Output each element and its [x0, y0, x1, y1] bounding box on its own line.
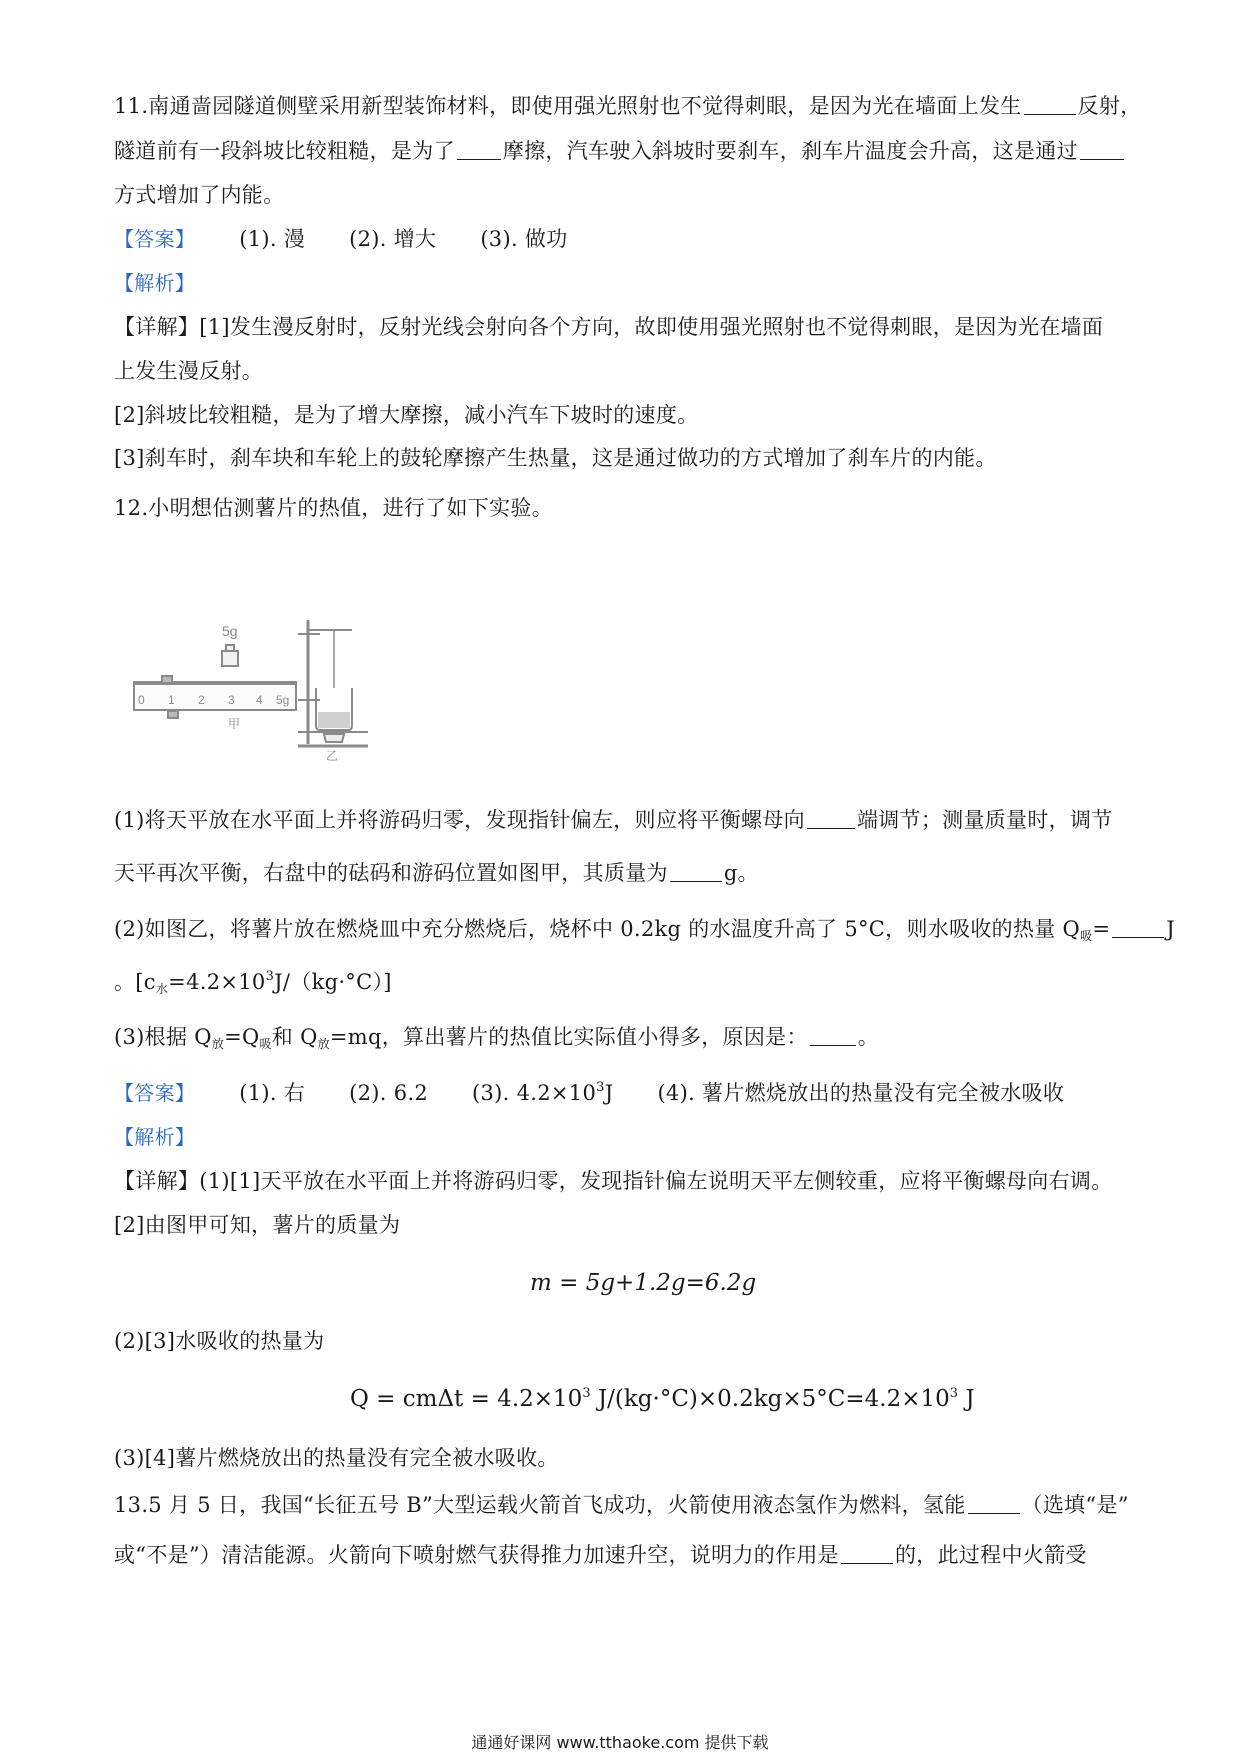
tick-label: 0 — [138, 693, 145, 707]
answer-item: (2). 6.2 — [349, 1081, 429, 1105]
q11-blank-2[interactable] — [457, 139, 501, 160]
answer-item: (3). 做功 — [480, 227, 568, 251]
q12-text: J/（kg·°C）] — [274, 970, 392, 994]
q12-text: 端调节；测量质量时，调节 — [856, 808, 1113, 832]
q13-blank-1[interactable] — [968, 1493, 1020, 1514]
answer-item: (1). 右 — [239, 1081, 306, 1105]
q13-line-1 — [114, 1490, 1134, 1520]
weight-knob — [226, 645, 234, 651]
q12-text: (2)如图乙，将薯片放在燃烧皿中充分燃烧后，烧杯中 0.2kg 的水温度升高了 5°C，则水吸收的热量 Q — [114, 917, 1081, 941]
answer-item — [472, 1078, 613, 1108]
tick-label: 4 — [256, 693, 263, 707]
q12-stem — [114, 493, 1134, 523]
detail-text: 【详解】(1)[1]天平放在水平面上并将游码归零，发现指针偏左说明天平左侧较重，应将平衡螺母向右调。 — [114, 1169, 1113, 1193]
superscript: 3 — [596, 1080, 605, 1095]
q11-stem-text: 隧道前有一段斜坡比较粗糙，是为了 — [114, 139, 455, 163]
formula-heat — [350, 1384, 975, 1414]
q12-blank-2[interactable] — [670, 861, 722, 882]
q12-blank-1[interactable] — [807, 808, 855, 829]
answer-tag: 【答案】 — [114, 227, 196, 251]
superscript: 3 — [265, 969, 275, 984]
formula-text: m = 5g+1.2g=6.2g — [530, 1270, 757, 1296]
superscript: 3 — [582, 1386, 591, 1401]
answer-tag: 【答案】 — [114, 1081, 196, 1105]
tick-label: 2 — [198, 693, 205, 707]
q12-text: (3)根据 Q — [114, 1025, 212, 1049]
rider-bottom — [168, 711, 178, 718]
subscript: 放 — [211, 1037, 225, 1051]
balance-scale — [134, 682, 296, 710]
q12-p2-line-1 — [114, 914, 1175, 944]
q11-detail-2 — [114, 400, 1134, 430]
tick-label: 1 — [168, 693, 175, 707]
q11-line-1 — [114, 91, 1142, 121]
answer-item: (2). 增大 — [349, 227, 437, 251]
q12-figure — [130, 612, 410, 762]
q13-blank-2[interactable] — [841, 1543, 893, 1564]
q11-blank-3[interactable] — [1080, 139, 1124, 160]
q12-text: J — [1166, 917, 1175, 941]
q12-blank-3[interactable] — [1112, 917, 1164, 938]
q12-p1-line-1 — [114, 805, 1134, 835]
q11-blank-1[interactable] — [1024, 94, 1076, 115]
q12-text: 和 Q — [271, 1025, 318, 1049]
detail-text: (3)[4]薯片燃烧放出的热量没有完全被水吸收。 — [114, 1446, 559, 1470]
label-yi: 乙 — [326, 749, 339, 762]
q13-text: 或“不是”）清洁能源。火箭向下喷射燃气获得推力加速升空，说明力的作用是 — [114, 1543, 839, 1567]
analysis-tag: 【解析】 — [114, 1125, 196, 1149]
q11-stem-text: 摩擦，汽车驶入斜坡时要刹车，刹车片温度会升高，这是通过 — [502, 139, 1078, 163]
q12-detail-2 — [114, 1210, 1134, 1240]
q12-text: =4.2×10 — [168, 970, 266, 994]
q11-stem-text: 方式增加了内能。 — [114, 183, 285, 207]
q12-p2-line-2 — [114, 967, 1134, 997]
q11-answer-line — [114, 224, 1134, 254]
formula-mass — [530, 1268, 756, 1298]
q11-analysis-tag-line — [114, 268, 1134, 298]
answer-text: (3). 4.2×10 — [472, 1081, 597, 1105]
q12-text: =mq，算出薯片的热值比实际值小得多，原因是： — [329, 1025, 808, 1049]
answer-item: (1). 漫 — [239, 227, 306, 251]
detail-text: (2)[3]水吸收的热量为 — [114, 1329, 325, 1353]
q12-text: 。[c — [114, 970, 156, 994]
answer-unit: J — [604, 1081, 614, 1105]
q13-text: 的，此过程中火箭受 — [894, 1543, 1087, 1567]
q13-line-2 — [114, 1540, 1134, 1570]
detail-text: [2]斜坡比较粗糙，是为了增大摩擦，减小汽车下坡时的速度。 — [114, 403, 699, 427]
formula-text: J/(kg·°C)×0.2kg×5°C=4.2×10 — [590, 1386, 950, 1412]
detail-text: [3]刹车时，刹车块和车轮上的鼓轮摩擦产生热量，这是通过做功的方式增加了刹车片的内能。 — [114, 446, 997, 470]
q12-text: = — [1092, 917, 1111, 941]
answer-item: (4). 薯片燃烧放出的热量没有完全被水吸收 — [657, 1081, 1065, 1105]
label-jia: 甲 — [228, 717, 241, 731]
q11-detail-3 — [114, 443, 1134, 473]
weight-block — [222, 651, 238, 666]
q11-line-3 — [114, 180, 1134, 210]
q11-detail-1 — [114, 312, 1134, 342]
detail-text: 上发生漫反射。 — [114, 359, 264, 383]
superscript: 3 — [949, 1386, 959, 1401]
q13-text: （选填“是” — [1021, 1493, 1129, 1517]
weight-label: 5g — [222, 623, 238, 639]
subscript: 吸 — [1080, 929, 1093, 943]
q12-blank-4[interactable] — [810, 1025, 856, 1046]
subscript: 吸 — [259, 1037, 272, 1051]
q12-text: (1)将天平放在水平面上并将游码归零，发现指针偏左，则应将平衡螺母向 — [114, 808, 805, 832]
tick-label: 5g — [276, 693, 290, 707]
q12-answer-line — [114, 1078, 1134, 1108]
q12-text: 天平再次平衡，右盘中的砝码和游码位置如图甲，其质量为 — [114, 861, 668, 885]
rider — [162, 676, 172, 683]
page-footer: 通通好课网 www.tthaoke.com 提供下载 — [471, 1733, 769, 1752]
q12-analysis-tag-line — [114, 1122, 1134, 1152]
subscript: 放 — [317, 1037, 330, 1051]
q12-text: =Q — [224, 1025, 260, 1049]
detail-text: 【详解】[1]发生漫反射时，反射光线会射向各个方向，故即使用强光照射也不觉得刺眼，是因为光在墙面 — [114, 315, 1104, 339]
q12-detail-3 — [114, 1326, 1134, 1356]
analysis-tag: 【解析】 — [114, 271, 196, 295]
q12-stem-text: 12.小明想估测薯片的热值，进行了如下实验。 — [114, 496, 553, 520]
q12-text: 。 — [857, 1025, 880, 1049]
q11-line-2 — [114, 136, 1134, 166]
q12-detail-1 — [114, 1166, 1134, 1196]
subscript: 水 — [155, 982, 169, 996]
detail-text: [2]由图甲可知，薯片的质量为 — [114, 1213, 401, 1237]
q11-stem-text: 11.南通啬园隧道侧壁采用新型装饰材料，即使用强光照射也不觉得刺眼，是因为光在墙面上发生 — [114, 94, 1022, 118]
q11-detail-1b — [114, 356, 1134, 386]
q12-p3-line — [114, 1022, 1134, 1052]
formula-text: Q = cmΔt = 4.2×10 — [350, 1386, 583, 1412]
q12-text: g。 — [723, 861, 759, 885]
formula-text: J — [958, 1386, 975, 1412]
tick-label: 3 — [228, 693, 235, 707]
q11-stem-text: 反射， — [1077, 94, 1142, 118]
q12-detail-4 — [114, 1443, 1134, 1473]
q13-text: 13.5 月 5 日，我国“长征五号 B”大型运载火箭首飞成功，火箭使用液态氢作为燃料，氢能 — [114, 1493, 966, 1517]
q12-p1-line-2 — [114, 858, 1134, 888]
